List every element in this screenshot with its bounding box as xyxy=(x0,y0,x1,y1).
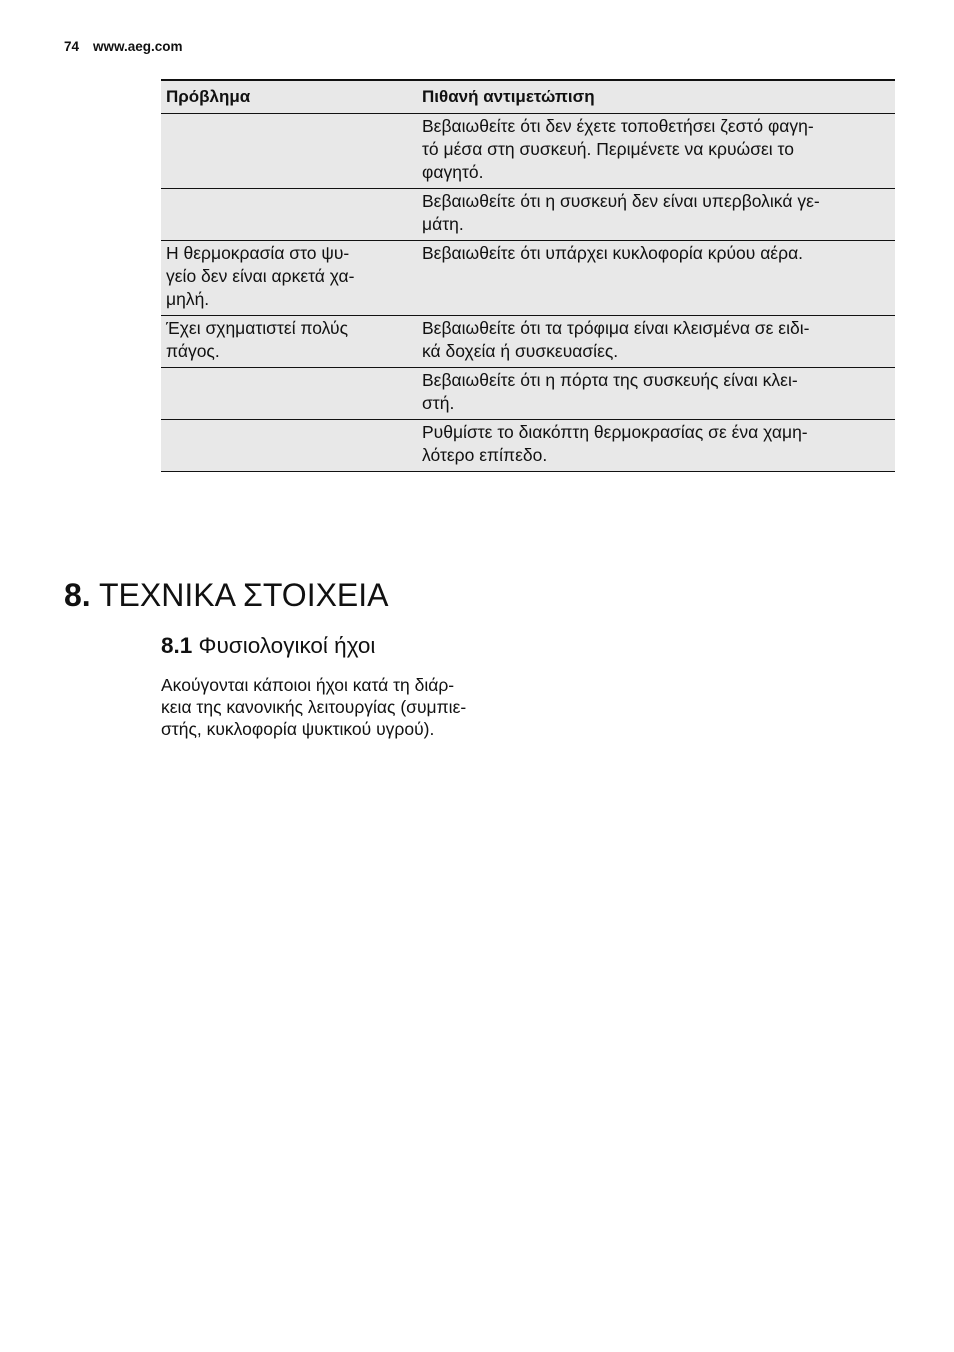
section-title xyxy=(64,576,389,614)
cell-problem xyxy=(161,114,417,189)
normal-sounds-paragraph xyxy=(161,674,511,740)
website-link[interactable]: www.aeg.com xyxy=(93,39,183,54)
solution-text-line: Βεβαιωθείτε ότι η πόρτα της συσκευής είναι κλει- xyxy=(422,370,798,390)
table-row xyxy=(161,241,895,316)
table-row xyxy=(161,114,895,189)
solution-text-line: φαγητό. xyxy=(422,162,484,182)
solution-text-line: Ρυθμίστε το διακόπτη θερμοκρασίας σε ένα χαμη- xyxy=(422,422,808,442)
table-row xyxy=(161,316,895,368)
page-number: 74 xyxy=(64,39,80,54)
table-row xyxy=(161,420,895,472)
problem-text-line: μηλή. xyxy=(166,289,210,309)
subsection-number: 8.1 xyxy=(161,633,193,658)
problem-text-line: Η θερμοκρασία στο ψυ- xyxy=(166,243,350,263)
cell-problem xyxy=(161,368,417,420)
paragraph-line: κεια της κανονικής λειτουργίας (συμπιε- xyxy=(161,697,467,717)
problem-text-line: πάγος. xyxy=(166,341,220,361)
table-row xyxy=(161,368,895,420)
subsection-title-text: Φυσιολογικοί ήχοι xyxy=(198,633,376,658)
problem-text-line: γείο δεν είναι αρκετά χα- xyxy=(166,266,355,286)
solution-text-line: στή. xyxy=(422,393,455,413)
cell-solution xyxy=(417,368,895,420)
troubleshooting-table xyxy=(161,79,895,472)
cell-problem xyxy=(161,316,417,368)
section-title-text: ΤΕΧΝΙΚΑ ΣΤΟΙΧΕΙΑ xyxy=(99,577,389,613)
solution-text-line: τό μέσα στη συσκευή. Περιμένετε να κρυώσει το xyxy=(422,139,794,159)
table-header-row xyxy=(161,80,895,114)
cell-solution xyxy=(417,189,895,241)
solution-text-line: λότερο επίπεδο. xyxy=(422,445,548,465)
table-body xyxy=(161,114,895,472)
paragraph-line: Ακούγονται κάποιοι ήχοι κατά τη διάρ- xyxy=(161,675,455,695)
solution-text-line: Βεβαιωθείτε ότι η συσκευή δεν είναι υπερβολικά γε- xyxy=(422,191,820,211)
paragraph-line: στής, κυκλοφορία ψυκτικού υγρού). xyxy=(161,719,435,739)
solution-text-line: Βεβαιωθείτε ότι δεν έχετε τοποθετήσει ζεστό φαγη- xyxy=(422,116,814,136)
column-header-solution: Πιθανή αντιμετώπιση xyxy=(417,80,895,114)
solution-text-line: Βεβαιωθείτε ότι υπάρχει κυκλοφορία κρύου αέρα. xyxy=(422,243,804,263)
problem-text-line: Έχει σχηματιστεί πολύς xyxy=(166,318,349,338)
subsection-title xyxy=(161,632,375,660)
solution-text-line: κά δοχεία ή συσκευασίες. xyxy=(422,341,619,361)
solution-text-line: Βεβαιωθείτε ότι τα τρόφιμα είναι κλεισμένα σε ειδι- xyxy=(422,318,810,338)
cell-solution xyxy=(417,241,895,316)
column-header-problem: Πρόβλημα xyxy=(161,80,417,114)
cell-problem xyxy=(161,189,417,241)
cell-solution xyxy=(417,114,895,189)
cell-problem xyxy=(161,420,417,472)
cell-solution xyxy=(417,420,895,472)
cell-solution xyxy=(417,316,895,368)
solution-text-line: μάτη. xyxy=(422,214,464,234)
section-number: 8. xyxy=(64,577,91,613)
cell-problem xyxy=(161,241,417,316)
table-row xyxy=(161,189,895,241)
page-header xyxy=(64,38,183,56)
